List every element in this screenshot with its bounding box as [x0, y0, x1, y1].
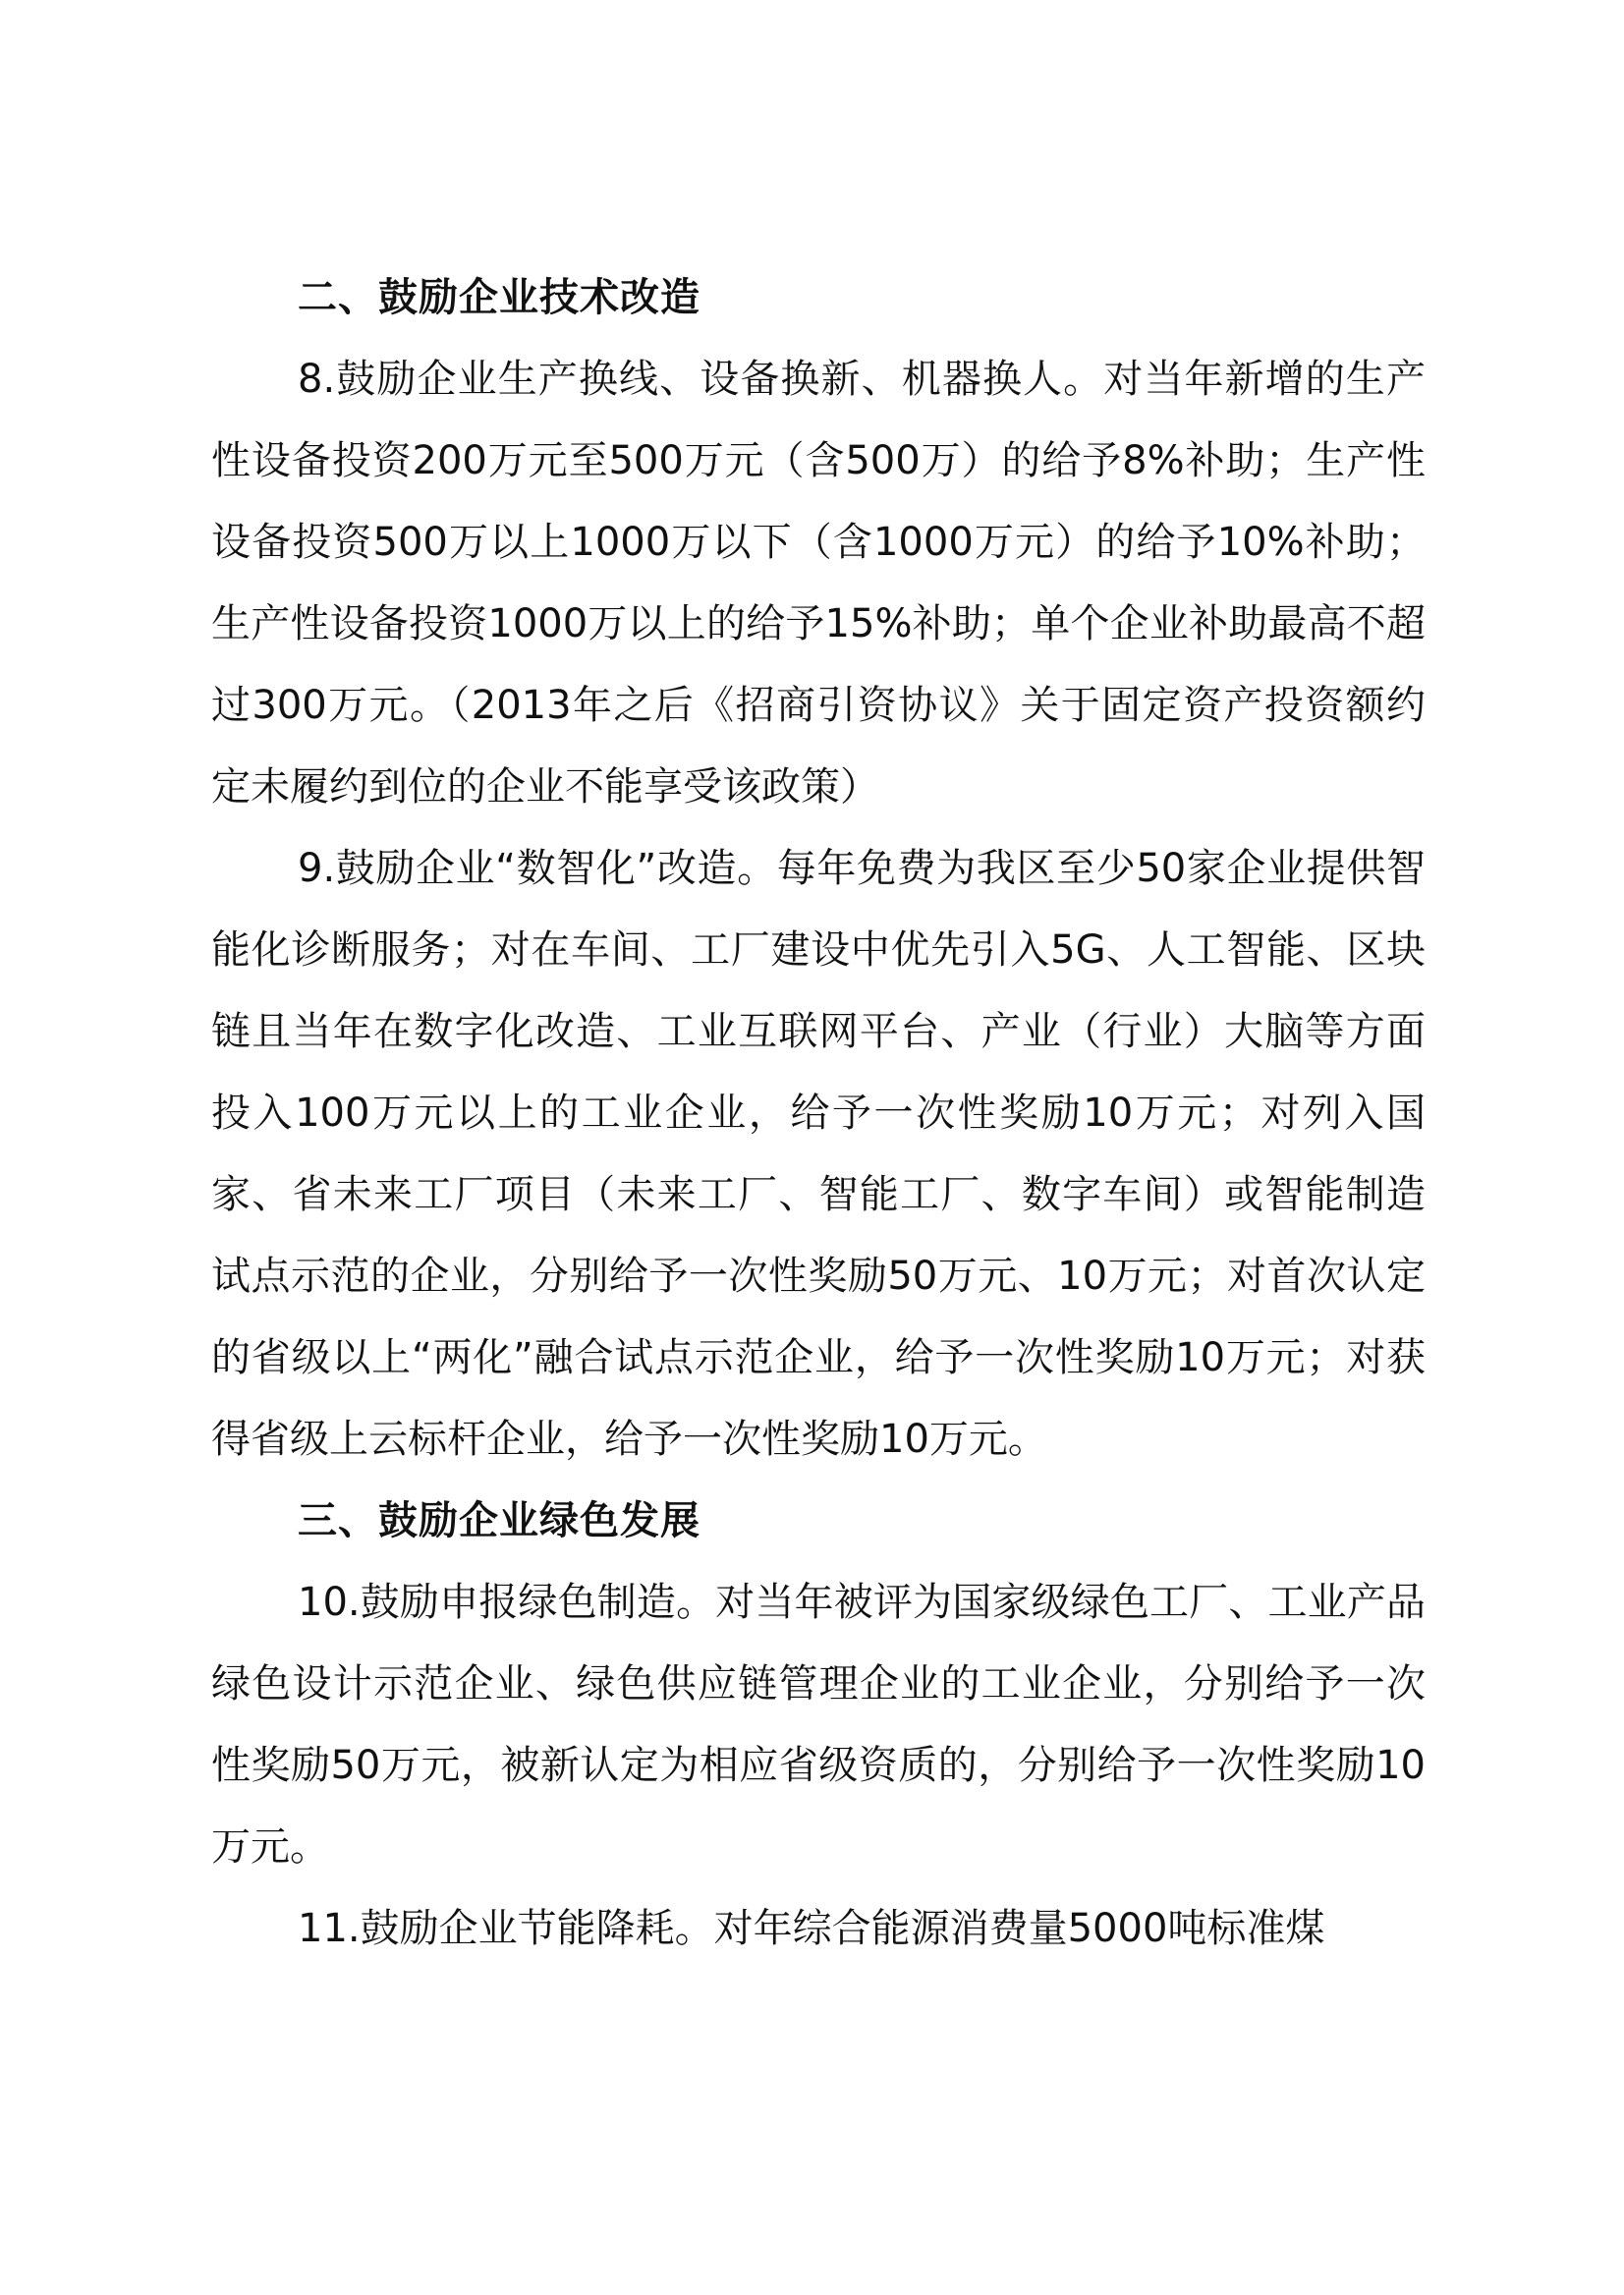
document-body	[211, 257, 1426, 1970]
section-heading-green-development: 三、鼓励企业绿色发展	[298, 1498, 700, 1543]
section-heading-technical-transformation: 二、鼓励企业技术改造	[298, 275, 700, 320]
paragraph-item-10: 10.鼓励申报绿色制造。对当年被评为国家级绿色工厂、工业产品绿色设计示范企业、绿色供应链管理企业的工业企业，分别给予一次性奖励50万元，被新认定为相应省级资质的，分别给予一次性奖励10万元。	[211, 1580, 1426, 1870]
paragraph-item-11: 11.鼓励企业节能降耗。对年综合能源消费量5000吨标准煤	[298, 1906, 1325, 1951]
paragraph-item-9: 9.鼓励企业“数智化”改造。每年免费为我区至少50家企业提供智能化诊断服务；对在车间、工厂建设中优先引入5G、人工智能、区块链且当年在数字化改造、工业互联网平台、产业（行业）大脑等方面投入100万元以上的工业企业，给予一次性奖励10万元；对列入国家、省未来工厂项目（未来工厂、智能工厂、数字车间）或智能制造试点示范的企业，分别给予一次性奖励50万元、10万元；对首次认定的省级以上“两化”融合试点示范企业，给予一次性奖励10万元；对获得省级上云标杆企业，给予一次性奖励10万元。	[211, 846, 1426, 1462]
paragraph-item-8: 8.鼓励企业生产换线、设备换新、机器换人。对当年新增的生产性设备投资200万元至500万元（含500万）的给予8%补助；生产性设备投资500万以上1000万以下（含1000万元）的给予10%补助；生产性设备投资1000万以上的给予15%补助；单个企业补助最高不超过300万元。（2013年之后《招商引资协议》关于固定资产投资额约定未履约到位的企业不能享受该政策）	[211, 357, 1426, 810]
